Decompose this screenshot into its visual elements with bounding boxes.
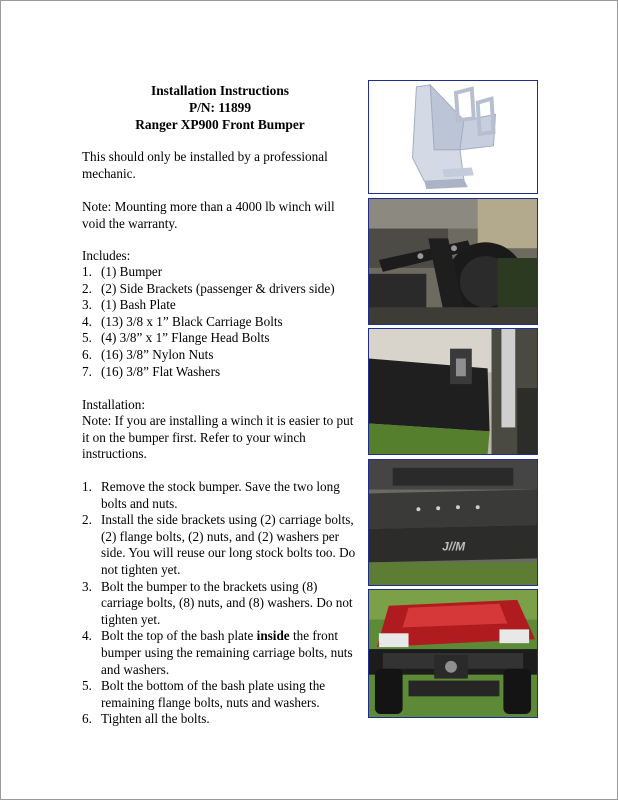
includes-item: 2. (2) Side Brackets (passenger & drivers side): [82, 280, 335, 296]
header-title: Installation Instructions: [150, 83, 290, 98]
includes-item: 3. (1) Bash Plate: [82, 297, 176, 313]
bumper-stamp-logo: J//M: [442, 539, 466, 554]
emphasis-inside: inside: [256, 628, 290, 644]
step-item: 6. Tighten all the bolts.: [82, 711, 210, 727]
includes-item: 7. (16) 3/8” Flat Washers: [82, 363, 221, 379]
warranty-note: Note: Mounting more than a 4000 lb winch will void the warranty.: [82, 199, 335, 231]
photo-parts-render: [368, 80, 538, 194]
includes-item: 4. (13) 3/8 x 1” Black Carriage Bolts: [82, 313, 283, 329]
step-item: 1. Remove the stock bumper. Save the two long bolts and nuts.: [82, 479, 340, 511]
installation-note: Note: If you are installing a winch it is easier to put it on the bumper first. Refer to your winch instructions.: [82, 413, 354, 462]
header-product-name: Ranger XP900 Front Bumper: [135, 116, 305, 132]
photo-bash-plate: [368, 328, 538, 455]
installation-steps: [82, 479, 360, 728]
includes-item: 6. (16) 3/8” Nylon Nuts: [82, 346, 214, 362]
step-item: 3. Bolt the bumper to the brackets using (8) carriage bolts, (8) nuts, and (8) washers. Do not tighten yet.: [82, 578, 353, 627]
includes-item: 1. (1) Bumper: [82, 264, 163, 279]
includes-heading: Includes:: [82, 248, 131, 263]
step-item: 5. Bolt the bottom of the bash plate using the remaining flange bolts, nuts and washers.: [82, 678, 326, 710]
photo-side-bracket: [368, 198, 538, 325]
step-item: 4. Bolt the top of the bash plate inside the front bumper using the remaining carriage bolts, nuts and washers.: [82, 628, 353, 677]
step-item: 2. Install the side brackets using (2) carriage bolts, (2) flange bolts, (2) nuts, and (2) washers per side. You will reuse our long stock bolts too. Do not tighten yet.: [82, 512, 356, 577]
photo-installed-vehicle: [368, 589, 538, 718]
includes-item: 5. (4) 3/8” x 1” Flange Head Bolts: [82, 330, 270, 346]
installation-heading: Installation:: [82, 397, 145, 412]
professional-warning: This should only be installed by a professional mechanic.: [82, 149, 328, 181]
header-part-number: P/N: 11899: [188, 99, 252, 115]
includes-list: [82, 264, 360, 380]
document-header: [86, 83, 354, 133]
photo-bumper-front: [368, 459, 538, 586]
